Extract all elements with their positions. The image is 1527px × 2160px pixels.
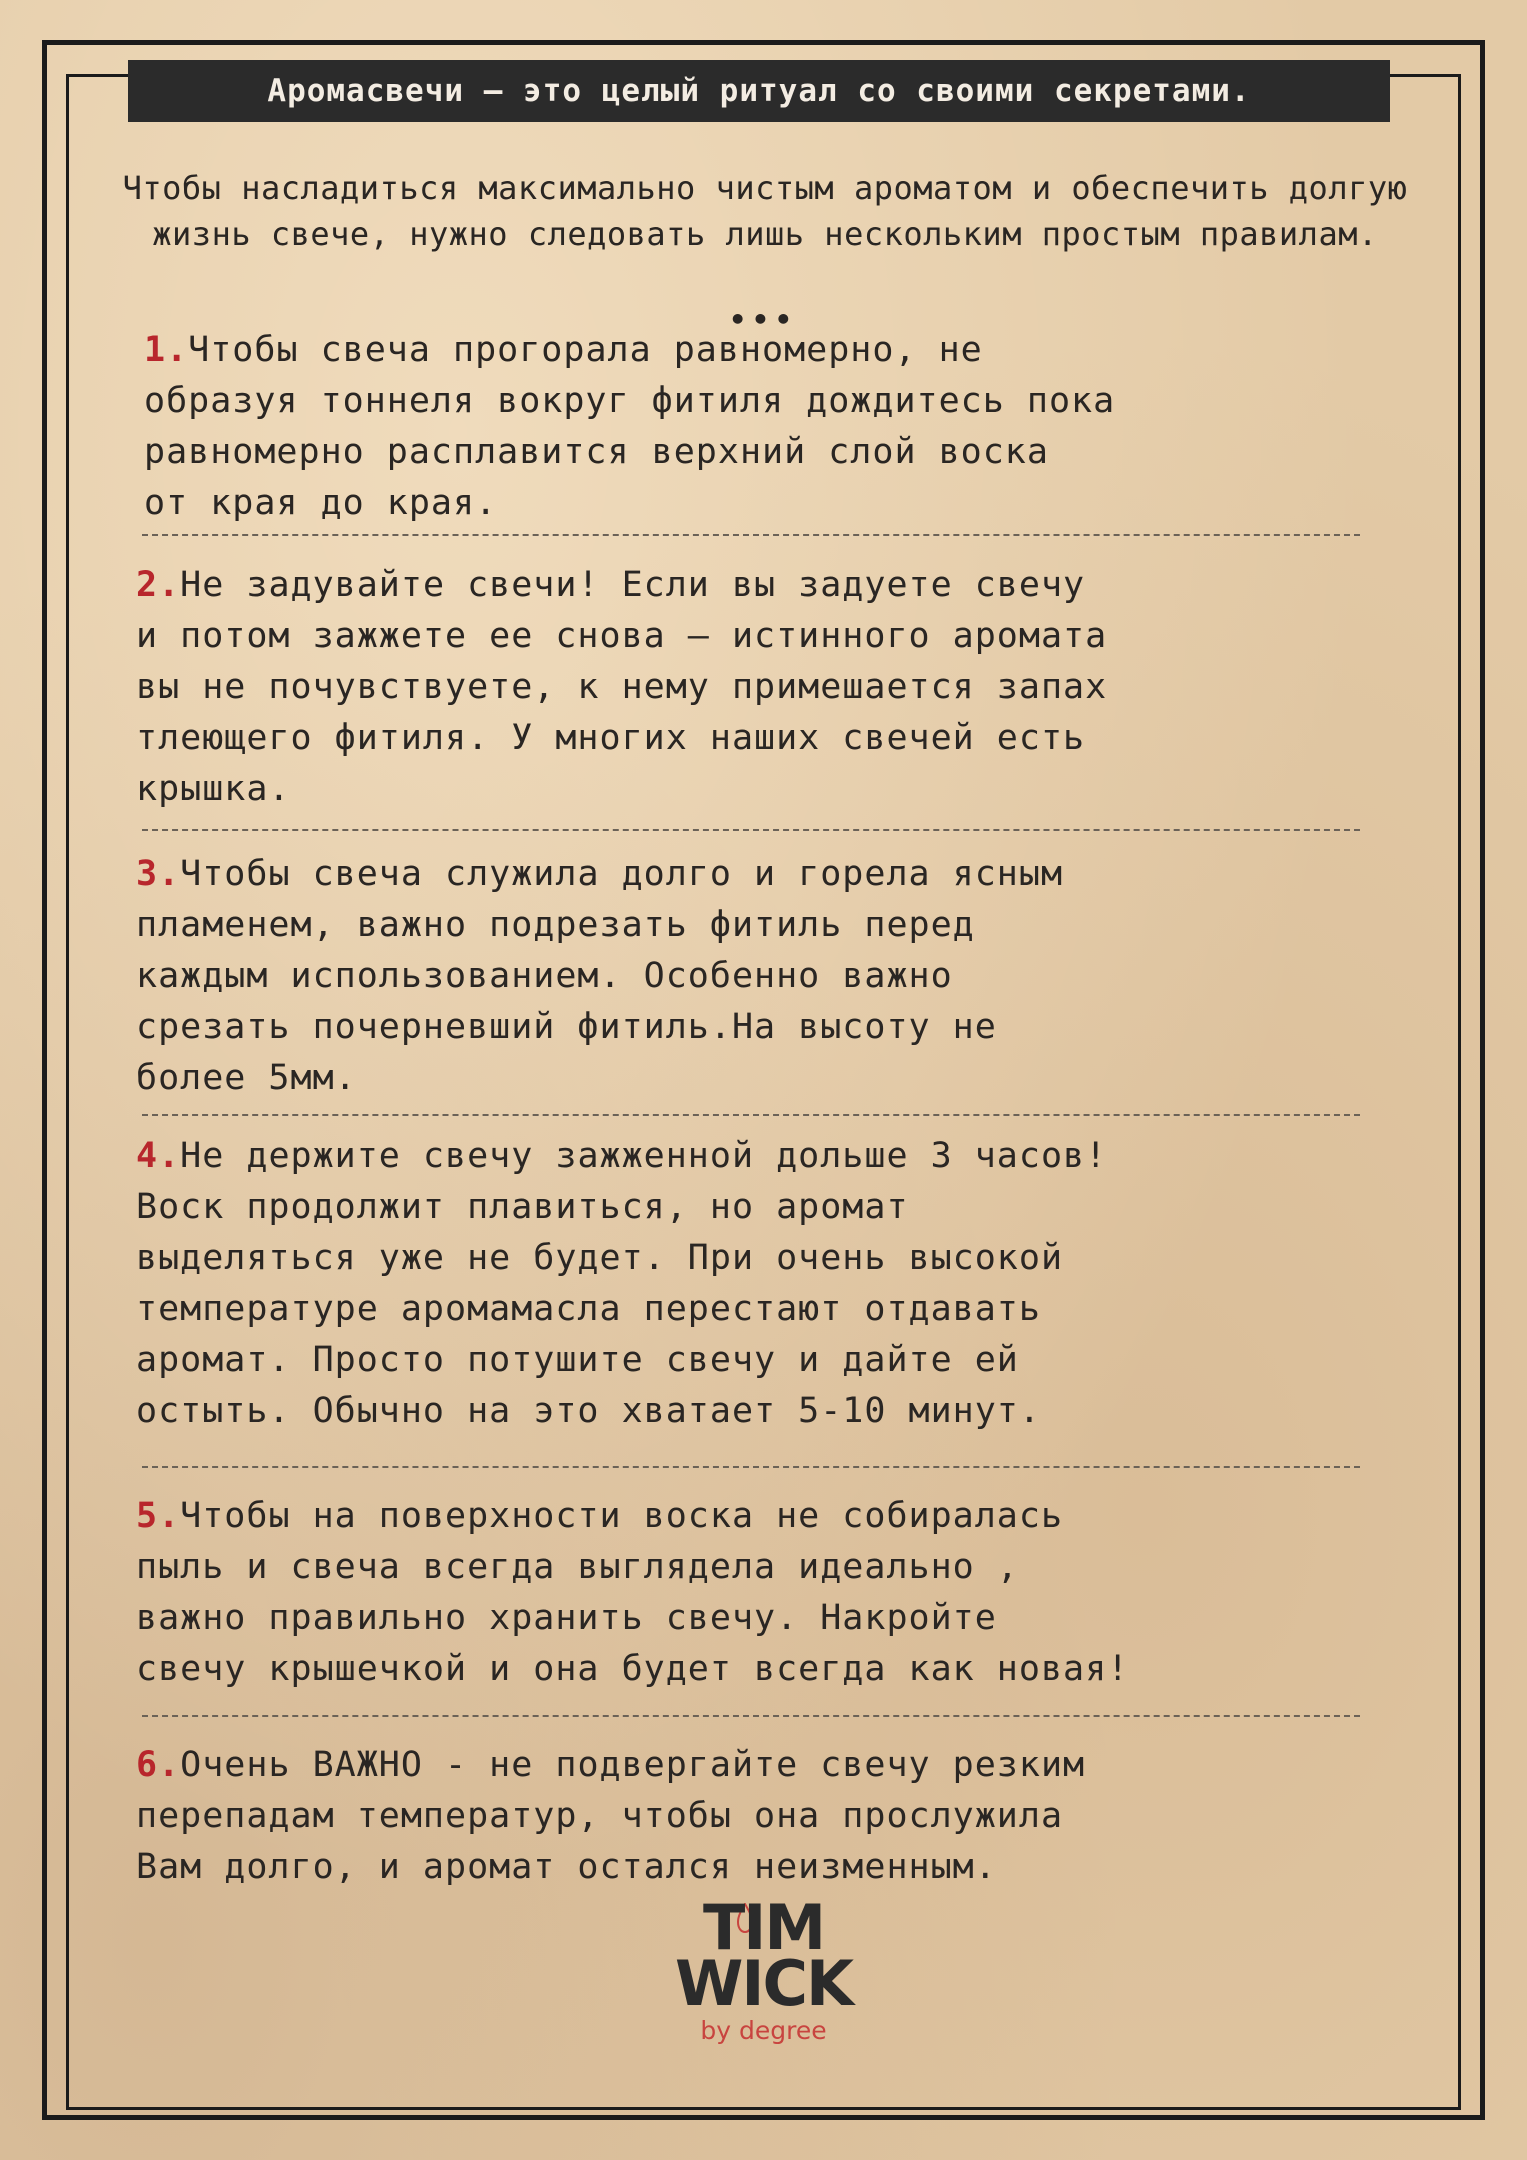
dashed-divider	[142, 1466, 1360, 1468]
rule-text: Чтобы свеча служила долго и горела ясным пламенем, важно подрезать фитиль перед каждым использованием. Особенно важно срезать почерневший фитиль.На высоту не более 5мм.	[136, 854, 1064, 1098]
dashed-divider	[142, 829, 1360, 831]
rule-item-2	[136, 560, 1426, 815]
rule-item-5	[136, 1491, 1426, 1695]
rule-item-3	[136, 849, 1426, 1104]
intro-text: Чтобы насладиться максимально чистым ароматом и обеспечить долгую жизнь свече, нужно следовать лишь нескольким простым правилам.	[122, 169, 1408, 253]
rule-number: 6.	[136, 1745, 181, 1785]
rule-text: Чтобы на поверхности воска не собиралась пыль и свеча всегда выглядела идеально , важно правильно хранить свечу. Накройте свечу крышечкой и она будет всегда как новая!	[136, 1496, 1130, 1689]
rule-number: 2.	[136, 565, 181, 605]
rule-text: Очень ВАЖНО - не подвергайте свечу резким перепадам температур, чтобы она прослужила Вам долго, и аромат остался неизменным.	[136, 1745, 1086, 1887]
rule-item-1	[144, 325, 1434, 529]
rule-text: Не держите свечу зажженной дольше 3 часов! Воск продолжит плавиться, но аромат выделяться уже не будет. При очень высокой температуре аромамасла перестают отдавать аромат. Просто потушите свечу и дайте ей остыть. Обычно на это хватает 5-10 минут.	[136, 1136, 1108, 1431]
dashed-divider	[142, 1114, 1360, 1116]
rule-item-6	[136, 1740, 1426, 1893]
rule-text: Чтобы свеча прогорала равномерно, не образуя тоннеля вокруг фитиля дождитесь пока равномерно расплавится верхний слой воска от края до края.	[144, 330, 1116, 523]
rule-number: 3.	[136, 854, 181, 894]
rule-number: 5.	[136, 1496, 181, 1536]
brand-logo	[0, 1891, 1527, 2045]
separator-dots: •••	[729, 303, 798, 336]
logo-line-1: TIM	[702, 1891, 825, 1964]
rule-text: Не задувайте свечи! Если вы задуете свечу и потом зажжете ее снова — истинного аромата вы не почувствуете, к нему примешается запах тлеющего фитиля. У многих наших свечей есть крышка.	[136, 565, 1108, 809]
logo-tagline: by degree	[700, 2016, 827, 2045]
rule-number: 4.	[136, 1136, 181, 1176]
dashed-divider	[142, 1715, 1360, 1717]
rule-number: 1.	[144, 330, 189, 370]
page-title: Аромасвечи — это целый ритуал со своими секретами.	[128, 60, 1390, 122]
dashed-divider	[142, 534, 1360, 536]
rule-item-4	[136, 1131, 1426, 1437]
logo-line-2: WICK	[674, 1947, 852, 2020]
